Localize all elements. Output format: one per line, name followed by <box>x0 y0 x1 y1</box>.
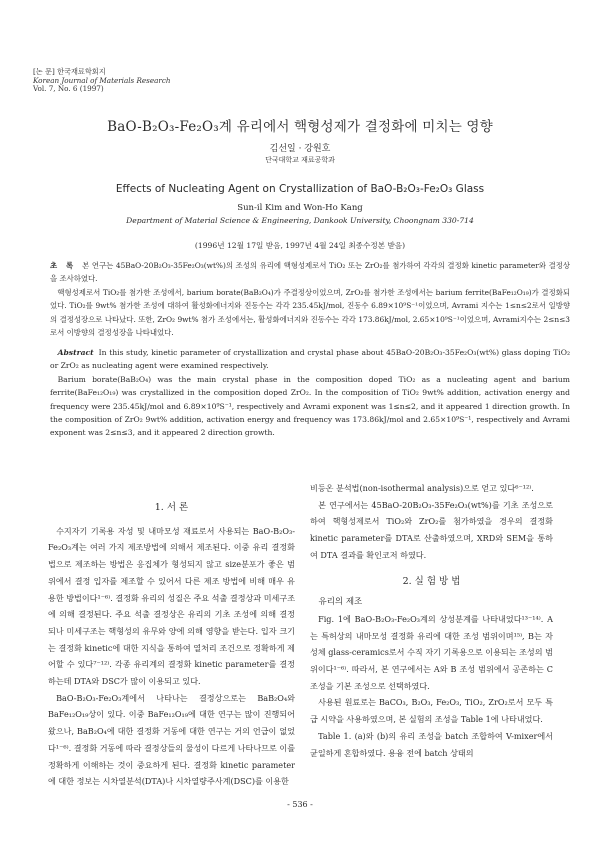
body-paragraph: 사용된 원료로는 BaCO₃, B₂O₃, Fe₂O₃, TiO₂, ZrO₂로서 모두 특급 시약을 사용하였으며, 본 실험의 조성을 Table 1에 나타내었다. <box>310 697 553 725</box>
affiliation-english: Department of Material Science & Engineering, Dankook University, Choongnam 330-714 <box>126 216 474 225</box>
journal-header <box>33 68 171 94</box>
abstract-english-paragraph: In this study, kinetic parameter of crystallization and crystal phase about 45BaO-20B₂O₃-35Fe₂O₃(wt%) glass doping TiO₂ or ZrO₂ as nucleating agent were examined respectively. <box>50 348 570 371</box>
abstract-english <box>50 346 570 440</box>
page-number: - 536 - <box>287 800 313 809</box>
received-dates: (1996년 12월 17일 받음, 1997년 4월 24일 최종수정본 받음) <box>194 241 406 250</box>
left-column <box>48 500 295 790</box>
abstract-korean-label: 초 록 <box>50 261 77 270</box>
section-heading-introduction: 1. 서 론 <box>154 502 189 513</box>
body-paragraph: 본 연구에서는 45BaO-20B₂O₃-35Fe₂O₃(wt%)를 기초 조성으로 하여 핵형성제로서 TiO₂와 ZrO₂를 첨가하였을 경우의 결정화 kinetic parameter를 DTA로 산출하였으며, XRD와 SEM을 통하여 DTA 결과를 확인코저 하였다. <box>310 499 553 560</box>
authors-english: Sun-il Kim and Won-Ho Kang <box>237 203 363 213</box>
body-paragraph: Fig. 1에 BaO-B₂O₃-Fe₂O₃계의 상성분계를 나타내었다¹³⁻¹⁴⁾. A는 특허상의 내마모성 결정화 유리에 대한 조성 범위이며¹⁵⁾, B는 자성체 glass-ceramics로서 수직 자기 기록용으로 이용되는 조성의 범위이다¹⁻⁶⁾. 따라서, 본 연구에서는 A와 B 조성 범위에서 공존하는 C 조성을 기본 조성으로 선택하였다. <box>310 613 553 691</box>
subsection-heading: 유리의 제조 <box>318 597 363 608</box>
journal-header-line: [논 문] 한국재료학회지 <box>33 67 106 76</box>
body-paragraph: 수지자기 기록용 자성 및 내마모성 재료로서 사용되는 BaO-B₂O₃-Fe₂O₃계는 여러 가지 제조방법에 의해서 제조된다. 이중 유리 결정화법으로 제조하는 방법은 응집체가 형성되지 않고 size분포가 좋은 범위에서 결정 입자를 제조할 수 있어서 다른 제조 방법에 비해 매우 유용한 방법이다¹⁻⁶⁾. 결정화 유리의 성질은 주요 석출 결정상과 미세구조에 의해 결정된다. 주요 석출 결정상은 유리의 기초 조성에 의해 결정되나 미세구조는 핵형성의 유무와 양에 의해 영향을 받는다. 입자 크기는 결정화 kinetic에 대한 지식을 통하여 열처리 조건으로 정확하게 제어할 수 있다⁷⁻¹²⁾. 각종 유리계의 결정화 kinetic parameter를 결정하는데 DTA와 DSC가 많이 이용되고 있다. <box>48 525 296 687</box>
abstract-korean <box>50 259 570 339</box>
journal-header-line: Vol. 7, No. 6 (1997) <box>33 84 104 94</box>
right-column <box>310 480 553 761</box>
journal-header-line: Korean Journal of Materials Research <box>33 75 171 85</box>
title-english: Effects of Nucleating Agent on Crystallization of BaO-B₂O₃-Fe₂O₃ Glass <box>115 183 485 195</box>
section-heading-methods: 2. 실 험 방 법 <box>402 575 461 587</box>
title-korean: BaO-B₂O₃-Fe₂O₃계 유리에서 핵형성제가 결정화에 미치는 영향 <box>107 119 493 135</box>
authors-korean: 김선일 · 강원호 <box>269 144 331 154</box>
abstract-english-label: Abstract <box>57 348 94 357</box>
affiliation-korean: 단국대학교 재료공학과 <box>265 156 335 164</box>
abstract-english-paragraph: Barium borate(BaB₂O₄) was the main crystal phase in the composition doped TiO₂ as a nucleating agent and barium ferrite(BaFe₁₂O₁₉) was crystallized in the composition doped ZrO₂. In the composition of TiO₂ 9wt% addition, activation energy and frequency were 235.45kJ/mol and 6.89×10⁹S⁻¹, respectively and Avrami exponent was 1≤n≤2, and it appeared 1 direction growth. In the composition of ZrO₂ 9wt% addition, activation energy and frequency was 173.86kJ/mol and 2.65×10⁹S⁻¹, respectively and Avrami exponent was 2≤n≤3, and it appeared 2 direction growth. <box>50 374 570 438</box>
abstract-korean-paragraph: 핵형성제로서 TiO₂를 첨가한 조성에서, barium borate(BaB₂O₄)가 주결정상이었으며, ZrO₂를 첨가한 조성에서는 barium ferrite(BaFe₁₂O₁₉)가 결정화되었다. TiO₂를 9wt% 첨가한 조성에 대하여 활성화에너지와 진동수는 각각 235.45kJ/mol, 진동수 6.89×10⁹S⁻¹이었으며, Avrami 지수는 1≤n≤2로서 일방향의 결정성장으로 나타났다. 또한, ZrO₂ 9wt% 첨가 조성에서는, 활성화에너지와 진동수는 각각 173.86kJ/mol, 2.65×10⁹S⁻¹이었으며, Avrami지수는 2≤n≤3로서 이방향의 결정성장을 나타내었다. <box>50 287 570 338</box>
body-paragraph: Table 1. (a)와 (b)의 유리 조성을 batch 조합하여 V-mixer에서 균일하게 혼합하였다. 용융 전에 batch 상태의 <box>310 730 553 758</box>
abstract-korean-paragraph: 본 연구는 45BaO-20B₂O₃-35Fe₂O₃(wt%)의 조성의 유리에 핵형성제로서 TiO₂ 또는 ZrO₂를 첨가하여 각각의 결정화 kinetic parameter와 결정상을 조사하였다. <box>50 261 570 284</box>
body-paragraph: BaO-B₂O₃-Fe₂O₃계에서 나타나는 결정상으로는 BaB₂O₄와 BaFe₁₂O₁₉상이 있다. 이중 BaFe₁₂O₁₉에 대한 연구는 많이 진행되어 왔으나, BaB₂O₄에 대한 결정화 거동에 대한 연구는 거의 언급이 없었다¹⁻⁶⁾. 결정화 거동에 따라 결정상들의 물성이 다르게 나타나므로 이를 정확하게 이해하는 것이 중요하게 된다. 결정화 kinetic parameter에 대한 정보는 시차열분석(DTA)나 시차열량주사계(DSC)를 이용한 <box>48 692 296 787</box>
body-paragraph: 비등온 분석법(non-isothermal analysis)으로 얻고 있다⁶⁻¹²⁾. <box>310 483 534 493</box>
